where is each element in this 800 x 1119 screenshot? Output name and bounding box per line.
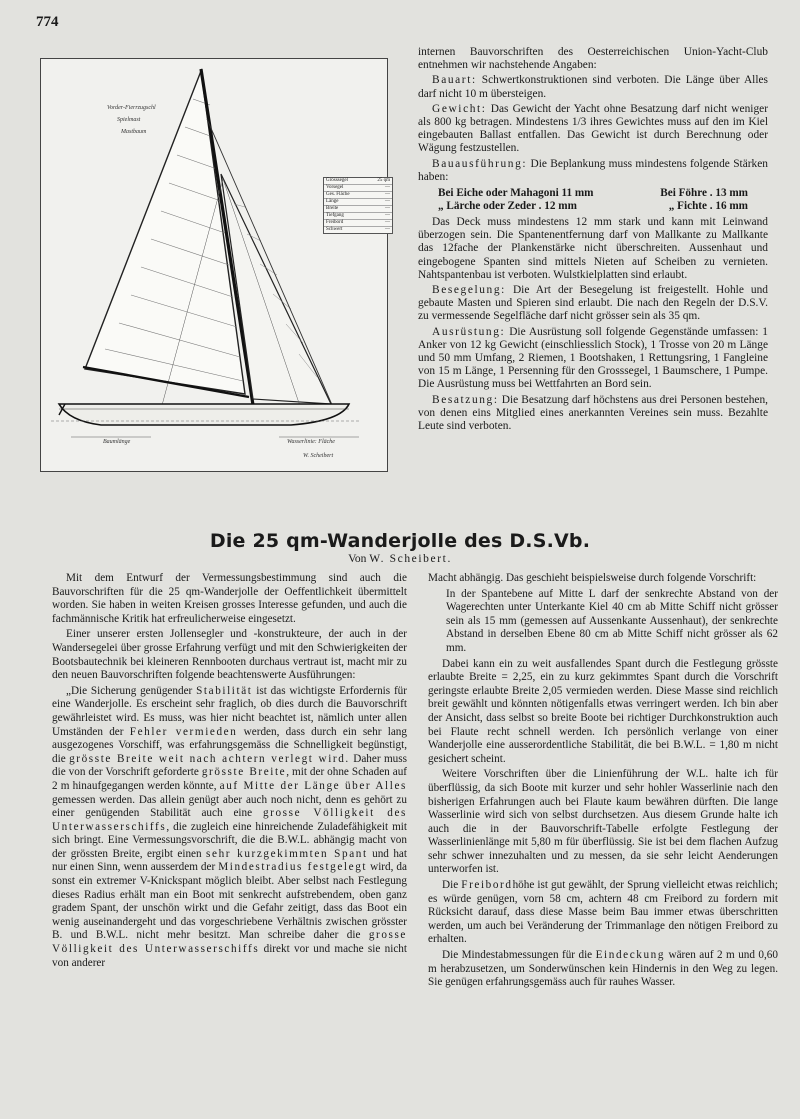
- article-column-left: [52, 572, 407, 972]
- section-heading: Ausrüstung:: [432, 325, 506, 338]
- paragraph: Weitere Vorschriften über die Linienführung der W.L. halte ich für überflüssig, da sich Boote mit kurzer und sehr hohler Wasserlinie nach den bisherigen Erfahrungen auch bei Flaute kaum bewähren dürften. Die lange Wasserlinie wird sich von selbst durchsetzen. Aus diesem Grunde halte ich auch die in der Bauvorschrift-Tabelle erfolgte Festlegung der Wasserlinienlänge mit 5,80 m für überflüssig. Sie ist bei dem flachen Aufzug sehr schwer innezuhalten und zu messen, da sie sehr leicht Aenderungen unterworfen ist.: [428, 768, 778, 876]
- paragraph: Das Deck muss mindestens 12 mm stark und kann mit Leinwand überzogen sein. Die Spantenentfernung darf von Mallkante zu Mallkante das 12fache der Plankenstärke nicht überschreiten. Aussenhaut und eingebogene Spanten sind mittels Nieten auf Scheiben zu vernieten. Nahtspantenbau ist verboten. Wulstkielplatten sind erlaubt.: [418, 216, 768, 281]
- figure-label: Spielmast: [117, 117, 141, 123]
- spec-row: Vorsegel —: [326, 185, 390, 190]
- paragraph: Besegelung: Die Art der Besegelung ist freigestellt. Hohle und gebaute Masten und Spieren sind erlaubt. Die nach den Regeln der D.S.V. zu vermessende Segelfläche darf nicht grösser sein als 35 qm.: [418, 284, 768, 323]
- spec-row: Ges. Fläche —: [326, 192, 390, 197]
- section-heading: Bauart:: [432, 74, 477, 87]
- paragraph: „Die Sicherung genügender Stabilität ist das wichtigste Erfordernis für eine Wanderjolle. Es erscheint sehr fraglich, ob dies durch die Bauvorschrift gewährleistet wird. Es muss, was hier nicht beachtet ist, nämlich unter allen Umständen der Fehler vermieden werden, dass durch ein sehr lang ausgezogenes Vorschiff, was erfahrungsgemäss die Schnelligkeit begünstigt, die grösste Breite weit nach achtern verlegt wird. Daher muss die von der Vorschrift geforderte grösste Breite, mit der ohne Schaden auf 2 m hinaufgegangen werden könnte, auf Mitte der Länge über Alles gemessen werden. Das allein genügt aber auch noch nicht, denn es gehört zu einer genügenden Stabilität auch eine grosse Völligkeit des Unterwasserschiffs, die zugleich eine hinreichende Zuladefähigkeit mit sich bringt. Eine Vermessungsvorschrift, die die B.W.L. abhängig macht von der grössten Breite, ergibt einen sehr kurzgekimmten Spant und hat nur einen Sinn, wenn ausserdem der Mindestradius festgelegt wird, da sonst ein extremer V-Knickspant möglich bleibt. Aber selbst nach Festlegung dieses Radius erhält man ein Boot mit senkrecht aufstrebendem, oben ganz gradem Spant, der unschön wirkt und die Gefahr zeitigt, dass das Boot ein wenig auseinandergeht und das vorgeschriebene Verhältnis zwischen grösster B. und B.W.L. nicht mehr besitzt. Man schreibe daher die grosse Völligkeit des Unterwasserschiffs direkt vor und mache sie nicht von anderer: [52, 684, 408, 969]
- section-heading: Besatzung:: [432, 393, 499, 406]
- figure-label: Mastbaum: [121, 129, 147, 135]
- sail-plan-drawing: [41, 59, 387, 471]
- paragraph: Macht abhängig. Das geschieht beispielsweise durch folgende Vorschrift:: [428, 572, 757, 584]
- spec-row: Breite —: [326, 206, 390, 211]
- paragraph: Ausrüstung: Die Ausrüstung soll folgende Gegenstände umfassen: 1 Anker von 12 kg Gewicht (einschliesslich Stock), 1 Trosse von 20 m Länge und 50 mm Umfang, 2 Riemen, 1 Bootshaken, 1 Rettungsring, 1 Fangleine von 15 m Länge, 1 Persenning für den Grosssegel, 1 Baumschere, 1 Pumpe. Die Ausrüstung muss bei Wettfahrten an Bord sein.: [418, 325, 768, 391]
- figure-label: Wasserlinie: Fläche: [287, 439, 335, 445]
- paragraph: Mit dem Entwurf der Vermessungsbestimmung sind auch die Bauvorschriften für die 25 qm-Wanderjolle der Oeffentlichkeit übermittelt worden. Sie haben in weiten Kreisen grosses Interesse gefunden, und auch die fachmännische Kritik hat erfreulicherweise eingesetzt.: [52, 572, 407, 625]
- paragraph: Einer unserer ersten Jollensegler und -konstrukteure, der auch in der Wandersegelei über grosse Erfahrung verfügt und mit den Schwierigkeiten der Bootsbautechnik bei kleineren Rennbooten durchaus vertraut ist, macht mir zu den neuen Bauvorschriften folgende beachtenswerte Ausführungen:: [52, 628, 407, 682]
- figure-label: Vorder-Fierrzugschl: [107, 105, 156, 111]
- section-heading: Bauausführung:: [432, 157, 528, 170]
- spec-table: [323, 177, 393, 234]
- spec-row: Tiefgang —: [326, 213, 390, 218]
- paragraph: Bauart: Schwertkonstruktionen sind verboten. Die Länge über Alles darf nicht 10 m übersteigen.: [418, 74, 768, 100]
- spec-row: Länge —: [326, 199, 390, 204]
- paragraph: Die Freibordhöhe ist gut gewählt, der Sprung vielleicht etwas reichlich; es würde genügen, vorn 58 cm, achtern 48 cm Freibord zu fordern mit Rücksicht darauf, dass diese Masse beim Bau immer etwas überschritten werden, um auch bei Veränderung der Trimmanlage den nötigen Freibord zu erhalten.: [428, 879, 779, 946]
- article-author: Von W. Scheibert.: [348, 553, 452, 565]
- spec-row: Schwert —: [326, 227, 390, 232]
- paragraph: Dabei kann ein zu weit ausfallendes Spant durch die Festlegung grösste erlaubte Breite = 2,25, ein zu kurz gekimmtes Spant durch die Vorschrift geringste erlaubte Breite 2,05 vermieden werden. Diese Masse sind reichlich breit gewählt und könnten nötigenfalls etwas verringert werden. Ich bin aber der Ansicht, dass selbst so breite Boote bei richtiger Durchkonstruktion auch bei Flaute recht schnell werden. Ich persönlich verlange von einer Wanderjolle eine ausserordentliche Stabilität, die bei B.W.L. = 1,80 m nicht gesichert scheint.: [428, 657, 778, 765]
- planking-dimensions: Bei Eiche oder Mahagoni 11 mm Bei Föhre . 13 mm „ Lärche oder Zeder . 12 mm „ Fichte . 16 mm: [438, 187, 748, 213]
- paragraph: internen Bauvorschriften des Oesterreichischen Union-Yacht-Club entnehmen wir nachstehende Angaben:: [418, 46, 768, 72]
- article-column-right: [428, 572, 778, 992]
- regulations-column: [418, 46, 768, 435]
- paragraph: Besatzung: Die Besatzung darf höchstens aus drei Personen bestehen, von denen eins Mitglied eines anerkannten Vereines sein muss. Bezahlte Leute sind verboten.: [418, 393, 768, 433]
- paragraph: In der Spantebene auf Mitte L darf der senkrechte Abstand von der Wagerechten unter Unterkante Kiel 40 cm ab Mitte Schiff nicht grösser sein als 15 mm (gemessen auf Aussenkante Aussenhaut), der senkrechte Abstand in derselben Ebene 80 cm ab Mitte Schiff nicht grösser als 62 mm.: [446, 587, 778, 654]
- paragraph: Die Mindestabmessungen für die Eindeckung wären auf 2 m und 0,60 m herabzusetzen, um Sonderwünschen kein Hindernis in den Weg zu legen. Sie genügen erfahrungsgemäss auch für rauhes Wasser.: [428, 949, 778, 989]
- figure-label: W. Scheibert: [303, 453, 334, 459]
- article-title: Die 25 qm-Wanderjolle des D.S.Vb.: [209, 530, 591, 552]
- section-heading: Gewicht:: [432, 102, 487, 115]
- paragraph: Bauausführung: Die Beplankung muss mindestens folgende Stärken haben:: [418, 157, 768, 183]
- sail-plan-figure: [40, 58, 388, 472]
- spec-row: Freibord —: [326, 220, 390, 225]
- figure-label: Baumlänge: [103, 439, 131, 445]
- paragraph: Gewicht: Das Gewicht der Yacht ohne Besatzung darf nicht weniger als 800 kg betragen. Mindestens 1/3 ihres Gewichtes muss auf den im Kiel eingebauten Ballast entfallen. Das Gewicht ist durch Berechnung oder Wägung festzustellen.: [418, 102, 768, 155]
- page-number: 774: [36, 14, 59, 30]
- section-heading: Besegelung:: [432, 284, 506, 297]
- spec-row: Grosssegel 25 qm: [326, 178, 390, 183]
